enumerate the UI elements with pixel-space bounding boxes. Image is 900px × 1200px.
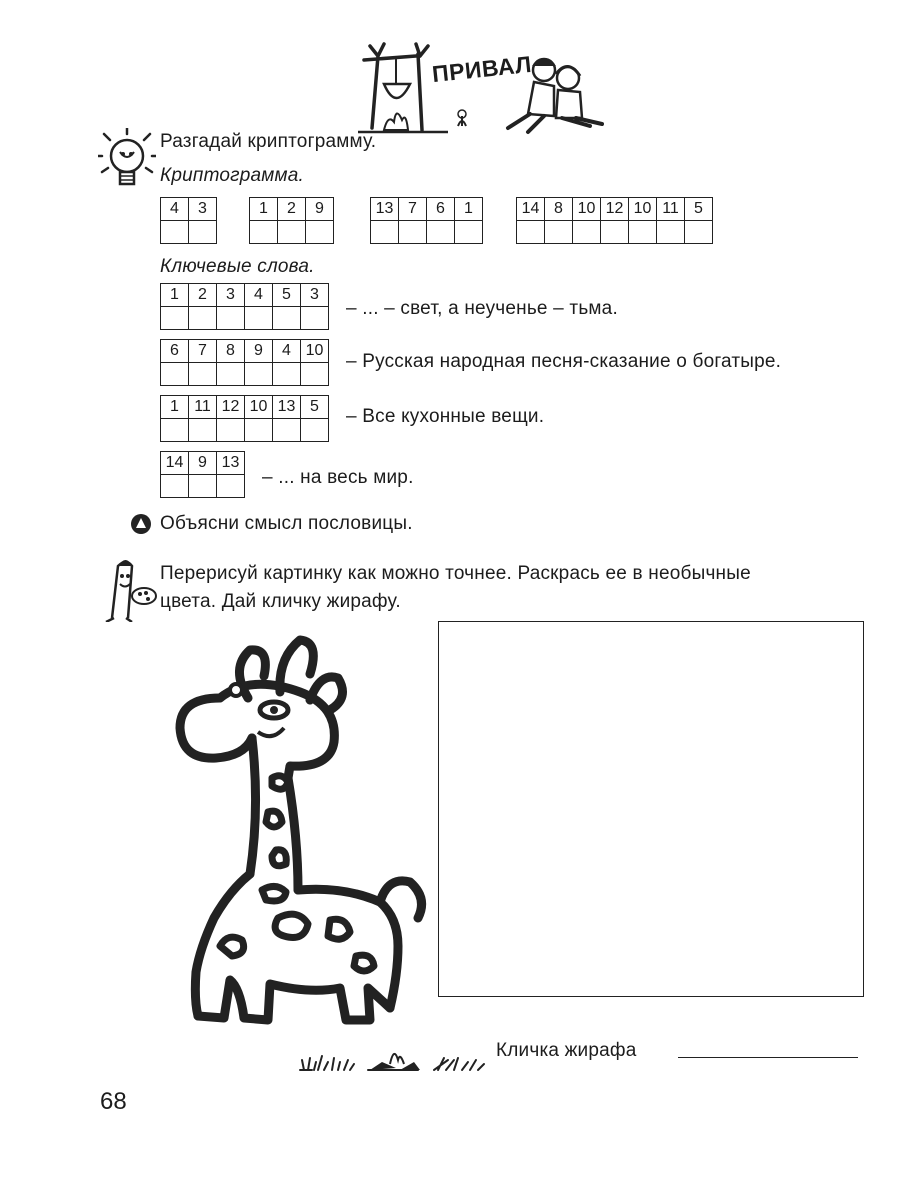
code-cell: 2	[278, 198, 306, 221]
pencil-artist-icon	[98, 556, 158, 622]
answer-cell[interactable]	[301, 419, 329, 442]
code-cell: 11	[189, 396, 217, 419]
answer-cell[interactable]	[161, 363, 189, 386]
answer-cell[interactable]	[273, 307, 301, 330]
code-cell: 6	[427, 198, 455, 221]
header-banner	[358, 36, 608, 136]
answer-cell[interactable]	[273, 363, 301, 386]
code-cell: 13	[273, 396, 301, 419]
answer-cell[interactable]	[217, 307, 245, 330]
code-cell: 10	[573, 198, 601, 221]
answer-cell[interactable]	[427, 221, 455, 244]
answer-cell[interactable]	[189, 221, 217, 244]
answer-cell[interactable]	[573, 221, 601, 244]
code-cell: 1	[161, 284, 189, 307]
keyword-clue: – ... – свет, а неученье – тьма.	[346, 298, 618, 319]
code-cell: 10	[245, 396, 273, 419]
lightbulb-icon	[98, 128, 156, 190]
answer-cell[interactable]	[245, 363, 273, 386]
keyword-boxes	[160, 395, 329, 442]
cryptogram-word	[160, 197, 217, 244]
drawing-area[interactable]	[438, 621, 864, 997]
code-cell: 3	[217, 284, 245, 307]
code-cell: 7	[189, 340, 217, 363]
answer-cell[interactable]	[455, 221, 483, 244]
answer-cell[interactable]	[245, 419, 273, 442]
answer-cell[interactable]	[189, 363, 217, 386]
code-cell: 6	[161, 340, 189, 363]
giraffe-drawing	[160, 628, 440, 1038]
code-cell: 11	[657, 198, 685, 221]
keywords-label: Ключевые слова.	[160, 256, 315, 277]
code-cell: 2	[189, 284, 217, 307]
code-cell: 8	[545, 198, 573, 221]
code-cell: 3	[301, 284, 329, 307]
keyword-boxes	[160, 283, 329, 330]
code-cell: 1	[161, 396, 189, 419]
code-cell: 12	[601, 198, 629, 221]
code-cell: 8	[217, 340, 245, 363]
grass-campfire-icon	[298, 1040, 490, 1076]
answer-cell[interactable]	[161, 419, 189, 442]
answer-cell[interactable]	[685, 221, 713, 244]
answer-cell[interactable]	[371, 221, 399, 244]
answer-cell[interactable]	[189, 419, 217, 442]
task1-instruction: Разгадай криптограмму.	[160, 131, 377, 152]
keyword-boxes	[160, 451, 245, 498]
code-cell: 4	[161, 198, 189, 221]
header-title: ПРИВАЛ	[430, 50, 533, 88]
code-cell: 1	[250, 198, 278, 221]
name-input-line[interactable]	[678, 1057, 858, 1058]
code-cell: 5	[301, 396, 329, 419]
task2-instruction: Объясни смысл пословицы.	[160, 513, 413, 534]
code-cell: 1	[455, 198, 483, 221]
keyword-boxes	[160, 339, 329, 386]
page-number: 68	[100, 1088, 127, 1115]
answer-cell[interactable]	[245, 307, 273, 330]
code-cell: 13	[371, 198, 399, 221]
answer-cell[interactable]	[161, 307, 189, 330]
code-cell: 9	[189, 452, 217, 475]
answer-cell[interactable]	[278, 221, 306, 244]
answer-cell[interactable]	[217, 363, 245, 386]
cryptogram-label: Криптограмма.	[160, 165, 304, 186]
answer-cell[interactable]	[217, 419, 245, 442]
answer-cell[interactable]	[517, 221, 545, 244]
answer-cell[interactable]	[657, 221, 685, 244]
answer-cell[interactable]	[250, 221, 278, 244]
answer-cell[interactable]	[301, 363, 329, 386]
code-cell: 7	[399, 198, 427, 221]
answer-cell[interactable]	[161, 221, 189, 244]
answer-cell[interactable]	[217, 475, 245, 498]
answer-cell[interactable]	[189, 475, 217, 498]
answer-cell[interactable]	[545, 221, 573, 244]
campfire-kids-icon	[358, 36, 608, 136]
code-cell: 14	[517, 198, 545, 221]
code-cell: 4	[273, 340, 301, 363]
answer-cell[interactable]	[273, 419, 301, 442]
cryptogram-word	[516, 197, 713, 244]
name-label: Кличка жирафа	[496, 1040, 637, 1061]
keyword-clue: – Все кухонные вещи.	[346, 406, 545, 427]
code-cell: 12	[217, 396, 245, 419]
code-cell: 9	[306, 198, 334, 221]
code-cell: 3	[189, 198, 217, 221]
code-cell: 5	[685, 198, 713, 221]
answer-cell[interactable]	[399, 221, 427, 244]
task3-instruction-line1: Перерисуй картинку как можно точнее. Раскрась ее в необычные	[160, 563, 751, 584]
code-cell: 4	[245, 284, 273, 307]
answer-cell[interactable]	[306, 221, 334, 244]
code-cell: 9	[245, 340, 273, 363]
cryptogram-word	[249, 197, 334, 244]
code-cell: 10	[629, 198, 657, 221]
answer-cell[interactable]	[629, 221, 657, 244]
task3-instruction-line2: цвета. Дай кличку жирафу.	[160, 591, 401, 612]
answer-cell[interactable]	[161, 475, 189, 498]
keyword-clue: – Русская народная песня-сказание о богатыре.	[346, 351, 782, 372]
triangle-bullet-icon	[130, 513, 152, 535]
answer-cell[interactable]	[601, 221, 629, 244]
code-cell: 5	[273, 284, 301, 307]
answer-cell[interactable]	[301, 307, 329, 330]
answer-cell[interactable]	[189, 307, 217, 330]
cryptogram-word	[370, 197, 483, 244]
code-cell: 10	[301, 340, 329, 363]
code-cell: 14	[161, 452, 189, 475]
keyword-clue: – ... на весь мир.	[262, 467, 414, 488]
code-cell: 13	[217, 452, 245, 475]
